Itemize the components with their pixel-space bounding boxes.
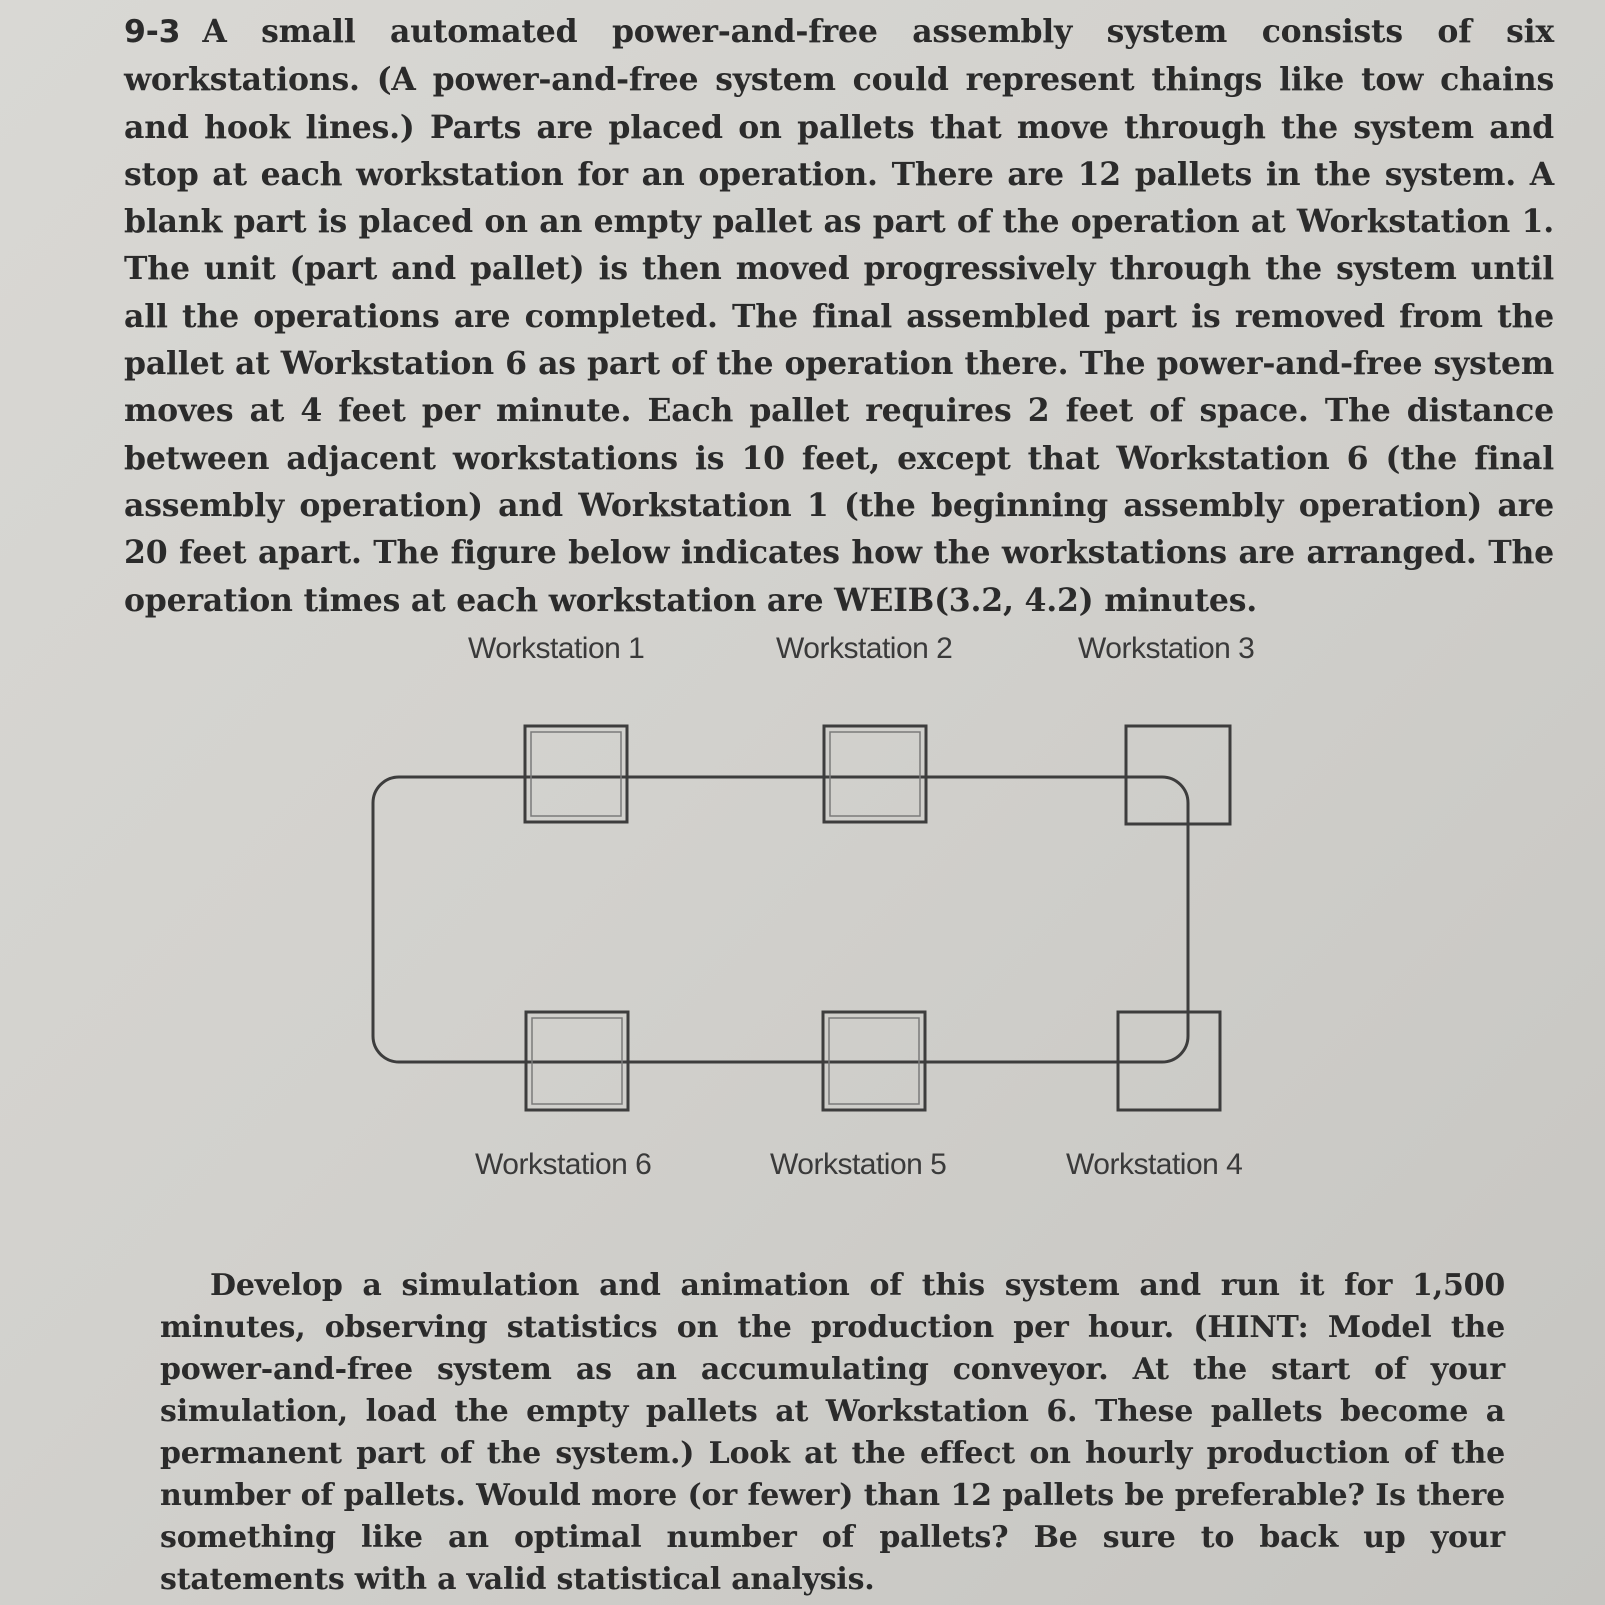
label-workstation-3: Workstation 3 [1078,632,1255,665]
label-workstation-4: Workstation 4 [1066,1148,1243,1181]
problem-statement [124,8,1554,624]
label-workstation-6: Workstation 6 [475,1148,652,1181]
problem-number: 9-3 [124,14,181,50]
label-workstation-1: Workstation 1 [468,632,645,665]
workstation-3-box [1126,726,1230,824]
label-workstation-2: Workstation 2 [776,632,953,665]
label-workstation-5: Workstation 5 [770,1148,947,1181]
workstation-1-box [525,726,627,822]
task-paragraph: Develop a simulation and animation of this system and run it for 1,500 minutes, observing statistics on the production per hour. (HINT: Model the power-and-free system as an accumulating conveyor. At the start of your simulation, load the empty pallets at Workstation 6. These pallets become a permanent part of the system.) Look at the effect on hourly production of the number of pallets. Would more (or fewer) than 12 pallets be preferable? Is there something like an optimal number of pallets? Be sure to back up your statements with a valid statistical analysis. [160,1268,1505,1597]
workstation-layout-figure [0,600,1605,1200]
workstation-2-box [824,726,926,822]
conveyor-diagram [0,600,1605,1200]
conveyor-loop [373,777,1188,1062]
problem-text: A small automated power-and-free assembly system consists of six workstations. (A power-and-free system could represent things like tow chains and hook lines.) Parts are placed on pallets that move through the system and stop at each workstation for an operation. There are 12 pallets in the system. A blank part is placed on an empty pallet as part of the operation at Workstation 1. The unit (part and pallet) is then moved progressively through the system until all the operations are completed. The final assembled part is removed from the pallet at Workstation 6 as part of the operation there. The power-and-free system moves at 4 feet per minute. Each pallet requires 2 feet of space. The distance between adjacent workstations is 10 feet, except that Workstation 6 (the final assembly operation) and Workstation 1 (the beginning assembly operation) are 20 feet apart. The figure below indicates how the workstations are arranged. The operation times at each workstation are WEIB(3.2, 4.2) minutes. [124,13,1554,619]
